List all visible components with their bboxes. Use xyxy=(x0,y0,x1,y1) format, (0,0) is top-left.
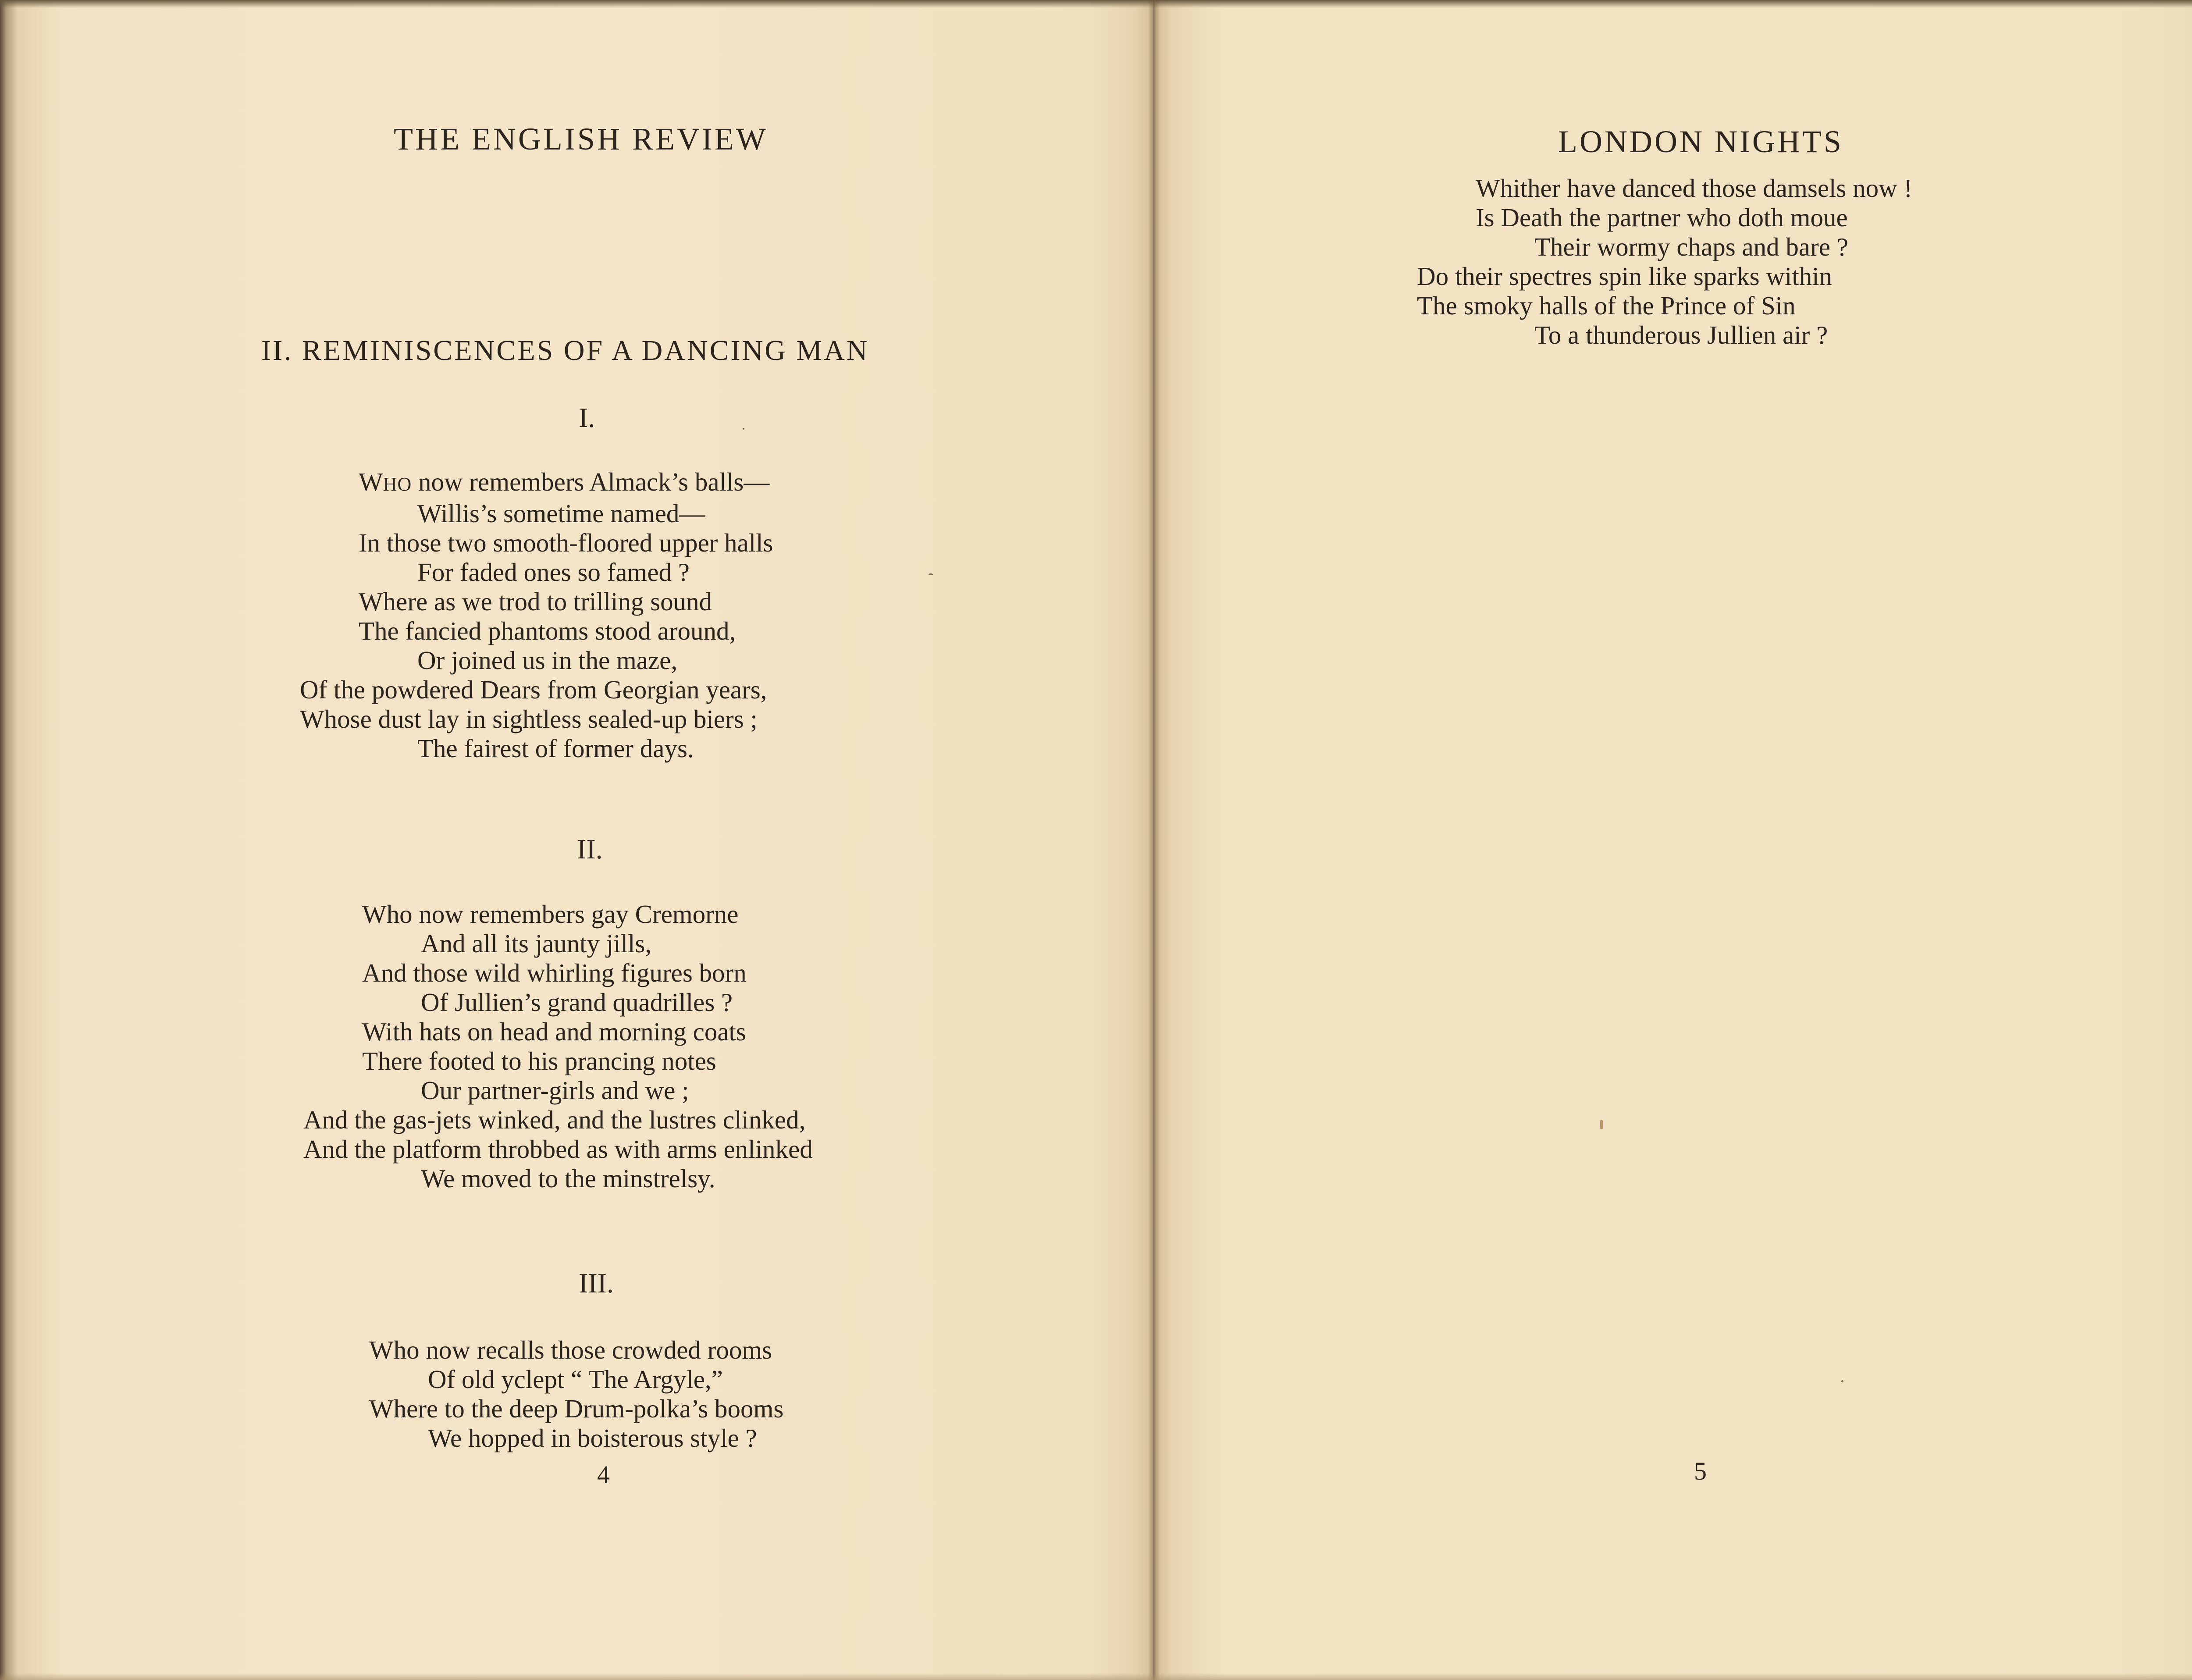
stanza-line: There footed to his prancing notes xyxy=(362,1046,716,1075)
stanza-line: Whither have danced those damsels now ! xyxy=(1476,174,1913,203)
stanza-2 xyxy=(303,900,813,1193)
bottom-edge-shadow xyxy=(0,1673,2192,1680)
stanza-line: In those two smooth-floored upper halls xyxy=(359,528,773,557)
stanza-3 xyxy=(369,1335,783,1453)
stanza-line: The fairest of former days. xyxy=(417,734,694,763)
stanza-line: Where to the deep Drum-polka’s booms xyxy=(369,1394,784,1423)
paper-speck xyxy=(1841,1380,1843,1382)
stanza-line: With hats on head and morning coats xyxy=(362,1017,746,1046)
stanza-line: We hopped in boisterous style ? xyxy=(428,1424,757,1452)
stanza-line: Of the powdered Dears from Georgian years, xyxy=(300,675,767,704)
stanza-line: Is Death the partner who doth moue xyxy=(1476,203,1848,232)
stanza-line: And the platform throbbed as with arms enlinked xyxy=(303,1135,813,1164)
stanza-line: And all its jaunty jills, xyxy=(421,929,652,958)
stanza-continued xyxy=(1417,174,1913,350)
section-title: II. REMINISCENCES OF A DANCING MAN xyxy=(261,335,869,367)
drop-word-head: W xyxy=(359,467,383,496)
part-numeral-1: I. xyxy=(579,402,595,433)
stanza-line: And the gas-jets winked, and the lustres clinked, xyxy=(303,1105,806,1134)
stanza-line: Of Jullien’s grand quadrilles ? xyxy=(421,988,733,1017)
stanza-line: We moved to the minstrelsy. xyxy=(421,1164,715,1193)
stanza-line xyxy=(359,467,773,499)
stanza-line: Where as we trod to trilling sound xyxy=(359,587,712,616)
paper-speck xyxy=(743,428,744,430)
stanza-line: Willis’s sometime named— xyxy=(417,499,705,528)
right-running-head: LONDON NIGHTS xyxy=(1558,124,1843,159)
stanza-line: The smoky halls of the Prince of Sin xyxy=(1417,291,1796,320)
top-edge-shadow xyxy=(0,0,2192,8)
stanza-line: Who now recalls those crowded rooms xyxy=(369,1335,772,1364)
part-numeral-3: III. xyxy=(579,1267,614,1299)
stanza-line: Their wormy chaps and bare ? xyxy=(1534,232,1848,261)
book-gutter xyxy=(1148,0,1160,1680)
left-running-head: THE ENGLISH REVIEW xyxy=(394,121,768,157)
part-numeral-2: II. xyxy=(577,833,603,865)
stanza-line: To a thunderous Jullien air ? xyxy=(1534,320,1828,349)
stanza-1 xyxy=(300,467,773,763)
stanza-line: Of old yclept “ The Argyle,” xyxy=(428,1365,723,1394)
stanza-line: For faded ones so famed ? xyxy=(417,558,690,587)
right-page xyxy=(1154,0,2192,1680)
stanza-line: And those wild whirling figures born xyxy=(362,958,747,987)
right-page-number: 5 xyxy=(1694,1457,1707,1485)
stanza-line: Do their spectres spin like sparks within xyxy=(1417,262,1833,291)
paper-speck xyxy=(929,573,933,575)
drop-word-tail: HO xyxy=(383,473,412,495)
stanza-line: Who now remembers gay Cremorne xyxy=(362,900,739,929)
stanza-line: Our partner-girls and we ; xyxy=(421,1076,689,1105)
left-page-number: 4 xyxy=(597,1460,610,1489)
stanza-line: Whose dust lay in sightless sealed-up biers ; xyxy=(300,705,758,733)
first-line-rest: now remembers Almack’s balls— xyxy=(412,467,770,496)
paper-speck xyxy=(1600,1120,1603,1129)
stanza-line: Or joined us in the maze, xyxy=(417,646,678,675)
stanza-line: The fancied phantoms stood around, xyxy=(359,616,736,645)
